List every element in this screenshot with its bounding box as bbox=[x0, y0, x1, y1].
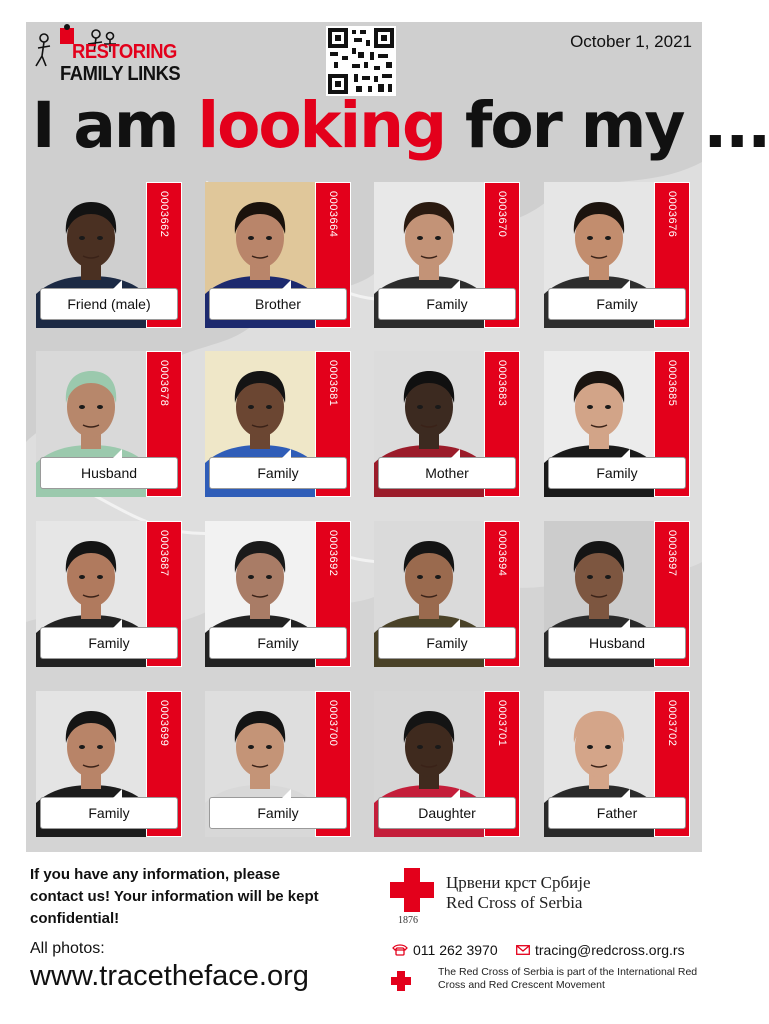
person-card[interactable] bbox=[36, 351, 182, 497]
phone-contact[interactable] bbox=[392, 942, 498, 958]
email-address: tracing@redcross.org.rs bbox=[535, 942, 685, 958]
relation-label: Family bbox=[378, 288, 516, 320]
person-card[interactable] bbox=[36, 691, 182, 837]
poster-date: October 1, 2021 bbox=[570, 32, 692, 51]
case-id: 0003687 bbox=[158, 530, 170, 577]
headline-part-1: I am bbox=[32, 89, 198, 162]
missing-persons-grid bbox=[36, 182, 696, 842]
org-name-latin: Red Cross of Serbia bbox=[446, 893, 583, 912]
case-id: 0003702 bbox=[666, 700, 678, 747]
person-card[interactable] bbox=[544, 182, 690, 328]
person-card[interactable] bbox=[205, 691, 351, 837]
person-card[interactable] bbox=[374, 521, 520, 667]
website-link[interactable]: www.tracetheface.org bbox=[30, 960, 309, 992]
case-id: 0003670 bbox=[496, 191, 508, 238]
case-id: 0003662 bbox=[158, 191, 170, 238]
case-id: 0003699 bbox=[158, 700, 170, 747]
case-id: 0003685 bbox=[666, 360, 678, 407]
relation-label: Brother bbox=[209, 288, 347, 320]
relation-label: Family bbox=[548, 288, 686, 320]
case-id: 0003700 bbox=[327, 700, 339, 747]
person-card[interactable] bbox=[374, 351, 520, 497]
case-id: 0003681 bbox=[327, 360, 339, 407]
person-card[interactable] bbox=[36, 521, 182, 667]
phone-icon bbox=[392, 944, 408, 956]
person-card[interactable] bbox=[205, 521, 351, 667]
poster-panel bbox=[26, 22, 769, 852]
headline-accent: looking bbox=[197, 89, 446, 162]
person-card[interactable] bbox=[205, 182, 351, 328]
person-card[interactable] bbox=[374, 182, 520, 328]
logo-text-restoring: RESTORING bbox=[72, 41, 177, 63]
relation-label: Family bbox=[40, 797, 178, 829]
relation-label: Family bbox=[209, 457, 347, 489]
email-icon bbox=[516, 945, 530, 955]
movement-statement: The Red Cross of Serbia is part of the International Red Cross and Red Crescent Movement bbox=[438, 966, 698, 991]
person-card[interactable] bbox=[36, 182, 182, 328]
org-name-cyrillic: Црвени крст Србије bbox=[446, 873, 591, 892]
person-card[interactable] bbox=[374, 691, 520, 837]
relation-label: Family bbox=[548, 457, 686, 489]
red-cross-red-crescent-icon bbox=[390, 968, 434, 994]
person-card[interactable] bbox=[544, 351, 690, 497]
case-id: 0003692 bbox=[327, 530, 339, 577]
person-card[interactable] bbox=[205, 351, 351, 497]
case-id: 0003664 bbox=[327, 191, 339, 238]
case-id: 0003694 bbox=[496, 530, 508, 577]
relation-label: Husband bbox=[548, 627, 686, 659]
qr-code[interactable] bbox=[326, 26, 396, 96]
relation-label: Family bbox=[209, 627, 347, 659]
relation-label: Family bbox=[378, 627, 516, 659]
relation-label: Mother bbox=[378, 457, 516, 489]
restoring-family-links-logo bbox=[30, 24, 200, 88]
case-id: 0003701 bbox=[496, 700, 508, 747]
case-id: 0003697 bbox=[666, 530, 678, 577]
relation-label: Family bbox=[209, 797, 347, 829]
contact-message: If you have any information, please contact us! Your information will be kept confidential! bbox=[30, 866, 319, 927]
person-card[interactable] bbox=[544, 691, 690, 837]
headline-part-2: for my ... bbox=[445, 89, 769, 162]
relation-label: Friend (male) bbox=[40, 288, 178, 320]
relation-label: Father bbox=[548, 797, 686, 829]
all-photos-label: All photos: bbox=[30, 940, 105, 957]
case-id: 0003683 bbox=[496, 360, 508, 407]
founded-year: 1876 bbox=[398, 915, 418, 926]
case-id: 0003676 bbox=[666, 191, 678, 238]
relation-label: Family bbox=[40, 627, 178, 659]
relation-label: Daughter bbox=[378, 797, 516, 829]
relation-label: Husband bbox=[40, 457, 178, 489]
red-cross-icon bbox=[390, 868, 434, 912]
email-contact[interactable] bbox=[516, 942, 685, 958]
case-id: 0003678 bbox=[158, 360, 170, 407]
logo-text-family-links: FAMILY LINKS bbox=[60, 63, 181, 85]
phone-number: 011 262 3970 bbox=[413, 942, 498, 958]
person-card[interactable] bbox=[544, 521, 690, 667]
headline bbox=[32, 89, 769, 162]
